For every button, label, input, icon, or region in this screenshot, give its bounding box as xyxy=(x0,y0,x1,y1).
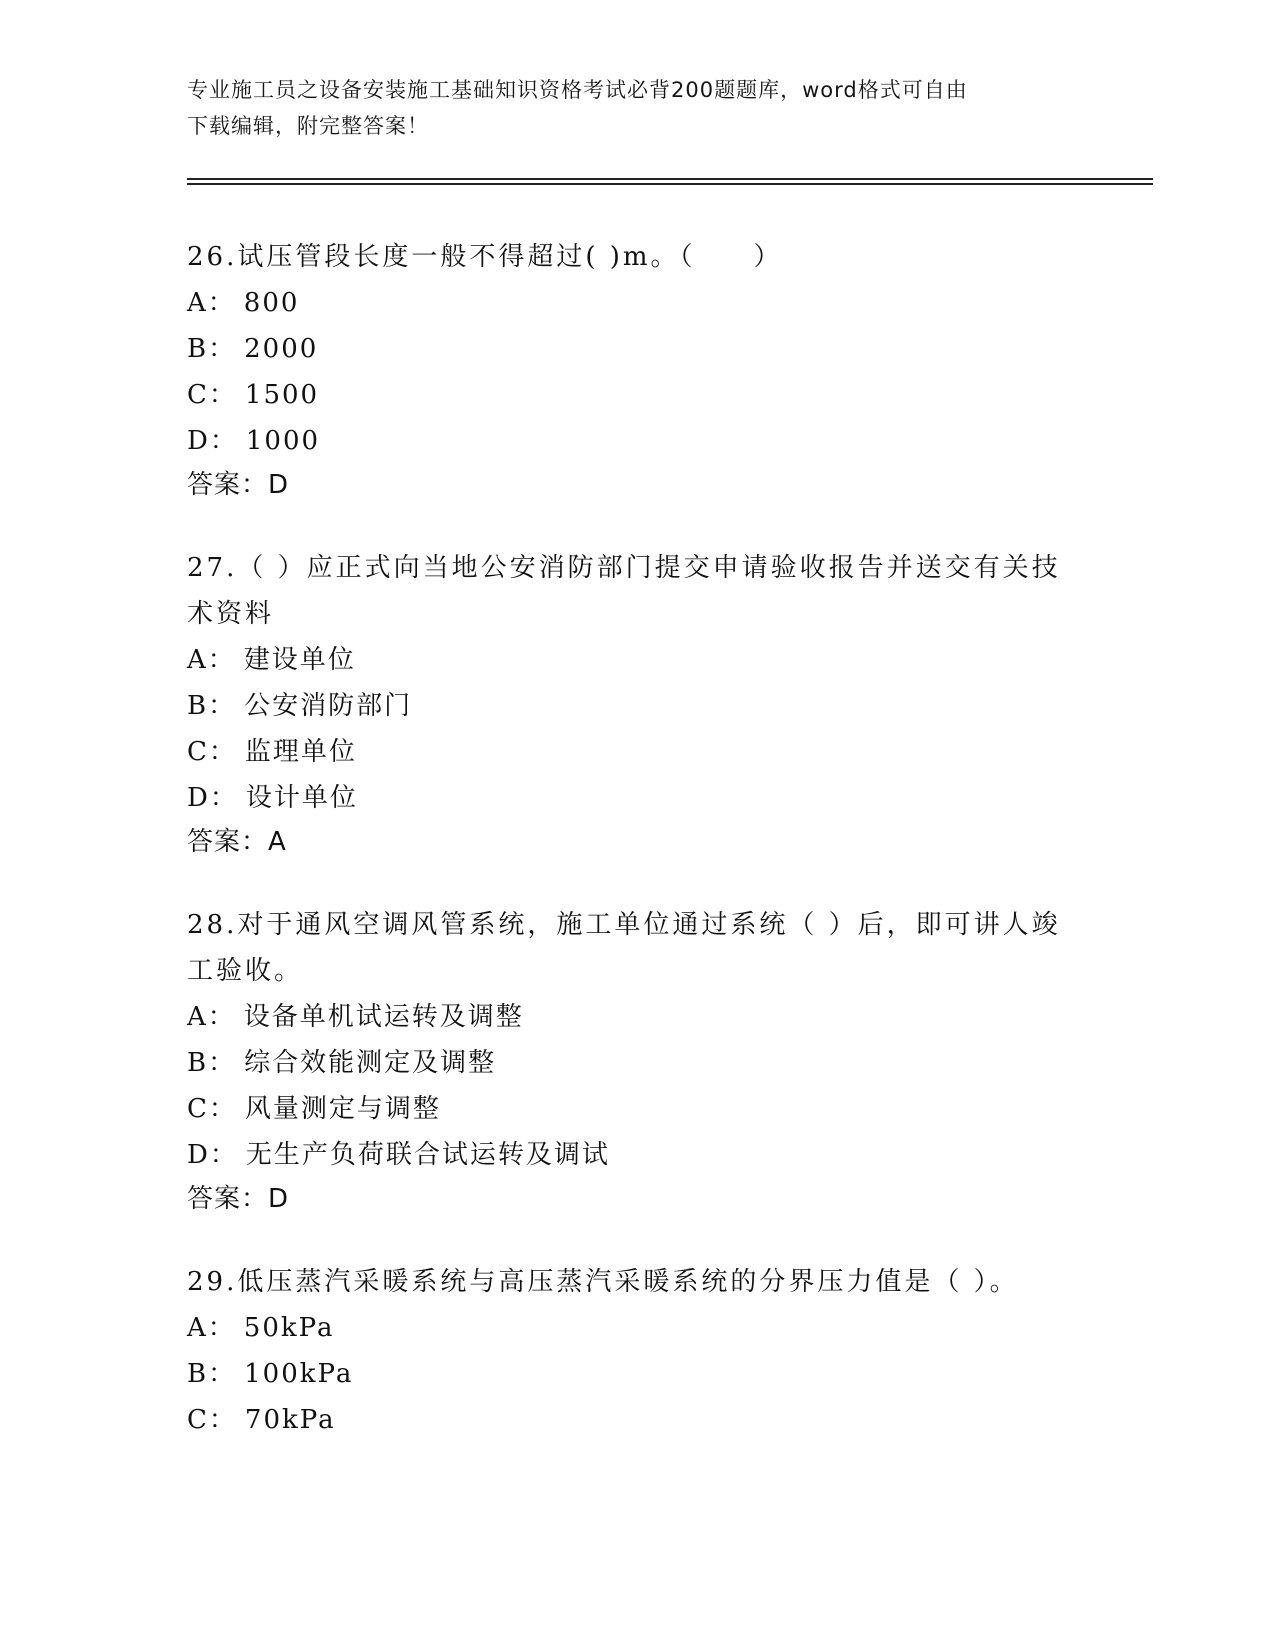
option-c: C： 70kPa xyxy=(187,1405,336,1435)
question-stem: 26.试压管段长度一般不得超过( )m。（ ） xyxy=(187,242,783,272)
option-a: A： 800 xyxy=(187,288,300,318)
option-a: A： 50kPa xyxy=(187,1313,335,1343)
question-list xyxy=(187,234,1067,1482)
option-b: B： 综合效能测定及调整 xyxy=(187,1048,497,1078)
answer-line: 答案：D xyxy=(187,1184,290,1214)
question-stem: 28.对于通风空调风管系统，施工单位通过系统（ ）后，即可讲人竣工验收。 xyxy=(187,910,1061,986)
option-c: C： 风量测定与调整 xyxy=(187,1094,441,1124)
question-stem: 27.（ ）应正式向当地公安消防部门提交申请验收报告并送交有关技术资料 xyxy=(187,553,1061,629)
option-d: D： 无生产负荷联合试运转及调试 xyxy=(187,1140,610,1170)
option-b: B： 100kPa xyxy=(187,1359,354,1389)
option-b: B： 公安消防部门 xyxy=(187,691,413,721)
document-header xyxy=(187,72,1087,144)
header-divider-top xyxy=(187,178,1153,180)
question-26 xyxy=(187,234,1067,506)
option-c: C： 监理单位 xyxy=(187,737,357,767)
option-a: A： 设备单机试运转及调整 xyxy=(187,1002,524,1032)
question-28 xyxy=(187,902,1067,1220)
header-line-1: 专业施工员之设备安装施工基础知识资格考试必背200题题库，word格式可自由 xyxy=(187,78,968,102)
header-line-2: 下载编辑，附完整答案！ xyxy=(187,114,429,138)
option-d: D： 1000 xyxy=(187,426,321,456)
header-divider-bottom xyxy=(187,183,1153,185)
question-29 xyxy=(187,1259,1067,1443)
question-stem: 29.低压蒸汽采暖系统与高压蒸汽采暖系统的分界压力值是（ ）。 xyxy=(187,1267,1019,1297)
option-d: D： 设计单位 xyxy=(187,783,358,813)
option-a: A： 建设单位 xyxy=(187,645,356,675)
answer-line: 答案：A xyxy=(187,827,287,857)
question-27 xyxy=(187,545,1067,863)
answer-line: 答案：D xyxy=(187,470,290,500)
option-c: C： 1500 xyxy=(187,380,320,410)
option-b: B： 2000 xyxy=(187,334,319,364)
